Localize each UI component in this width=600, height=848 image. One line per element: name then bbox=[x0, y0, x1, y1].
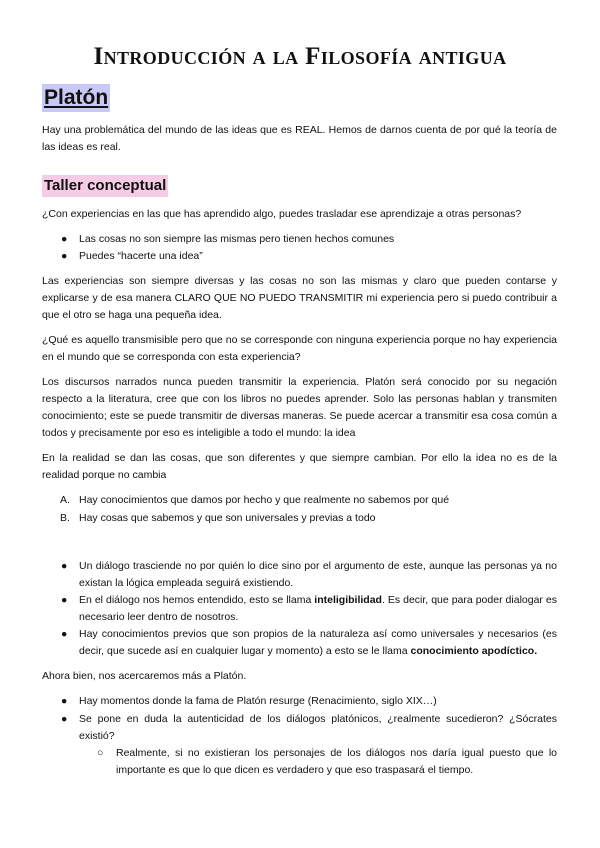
bullet-marker: ● bbox=[61, 560, 68, 572]
bullet-marker: ● bbox=[61, 594, 68, 606]
list-item: Hay momentos donde la fama de Platón resurge (Renacimiento, siglo XIX…) bbox=[79, 695, 437, 707]
item-text: En el diálogo nos hemos entendido, esto se llama bbox=[79, 594, 315, 606]
list-item bbox=[79, 626, 557, 660]
question-1: ¿Con experiencias en las que has aprendido algo, puedes trasladar ese aprendizaje a otras personas? bbox=[42, 208, 522, 220]
paragraph-4: Ahora bien, nos acercaremos más a Platón. bbox=[42, 670, 247, 682]
page-title: Introducción a la Filosofía antigua bbox=[93, 43, 507, 70]
bullet-marker: ● bbox=[61, 233, 68, 245]
list-letter: A. bbox=[60, 494, 70, 506]
list-letter: B. bbox=[60, 512, 70, 524]
list-item: Un diálogo trasciende no por quién lo dice sino por el argumento de este, aunque las personas ya no existan la lógica empleada seguirá existiendo. bbox=[79, 560, 557, 589]
term-inteligibilidad: inteligibilidad bbox=[314, 594, 382, 606]
sub-bullet-marker: ○ bbox=[97, 747, 104, 759]
term-conocimiento-apodictico: conocimiento apodíctico. bbox=[410, 645, 538, 657]
list-item: Se pone en duda la autenticidad de los diálogos platónicos, ¿realmente sucedieron? ¿Sócrates existió? bbox=[79, 713, 557, 742]
list-item: Hay cosas que sabemos y que son universales y previas a todo bbox=[79, 512, 376, 524]
section-heading: Platón bbox=[42, 84, 110, 112]
question-2: ¿Qué es aquello transmisible pero que no se corresponde con ninguna experiencia porque no hay experiencia en el mundo que se corresponda con esta experiencia? bbox=[42, 334, 557, 363]
intro-paragraph: Hay una problemática del mundo de las ideas que es REAL. Hemos de darnos cuenta de por qué la teoría de las ideas es real. bbox=[42, 124, 557, 153]
bullet-marker: ● bbox=[61, 250, 68, 262]
paragraph-1: Las experiencias son siempre diversas y las cosas no son las mismas y claro que pueden contarse y explicarse y de esa manera CLARO QUE NO PUEDO TRANSMITIR mi experiencia pero si puedo contribuir a que el otro se haga una pequeña idea. bbox=[42, 275, 557, 321]
item-text: . Es decir, que para poder dialogar es necesario leer dentro de nosotros. bbox=[79, 594, 557, 623]
bullet-marker: ● bbox=[61, 695, 68, 707]
list-item: Hay conocimientos que damos por hecho y que realmente no sabemos por qué bbox=[79, 494, 450, 506]
paragraph-3: En la realidad se dan las cosas, que son diferentes y que siempre cambian. Por ello la idea no es de la realidad porque no cambia bbox=[42, 452, 557, 481]
list-item bbox=[79, 592, 557, 626]
list-item: Las cosas no son siempre las mismas pero tienen hechos comunes bbox=[79, 233, 395, 245]
sub-list-item: Realmente, si no existieran los personajes de los diálogos nos daría igual puesto que lo importante es que lo que dicen es verdadero y que eso traspasará el tiempo. bbox=[116, 747, 557, 776]
paragraph-2: Los discursos narrados nunca pueden transmitir la experiencia. Platón será conocido por su negación respecto a la literatura, cree que con los libros no puedes aprender. Solo las personas hablan y transmiten conocimiento; este se puede transmitir de diversas maneras. Se puede acercar a transmitir esa cosa común a todos y precisamente por eso es inteligible a todo el mundo: la idea bbox=[42, 376, 557, 439]
subsection-heading: Taller conceptual bbox=[42, 175, 168, 197]
list-item: Puedes “hacerte una idea” bbox=[79, 250, 203, 262]
bullet-marker: ● bbox=[61, 713, 68, 725]
item-text: Hay conocimientos previos que son propios de la naturaleza así como universales y necesarios (es decir, que sucede así en cualquier lugar y momento) a esto se le llama bbox=[79, 628, 557, 657]
bullet-marker: ● bbox=[61, 628, 68, 640]
